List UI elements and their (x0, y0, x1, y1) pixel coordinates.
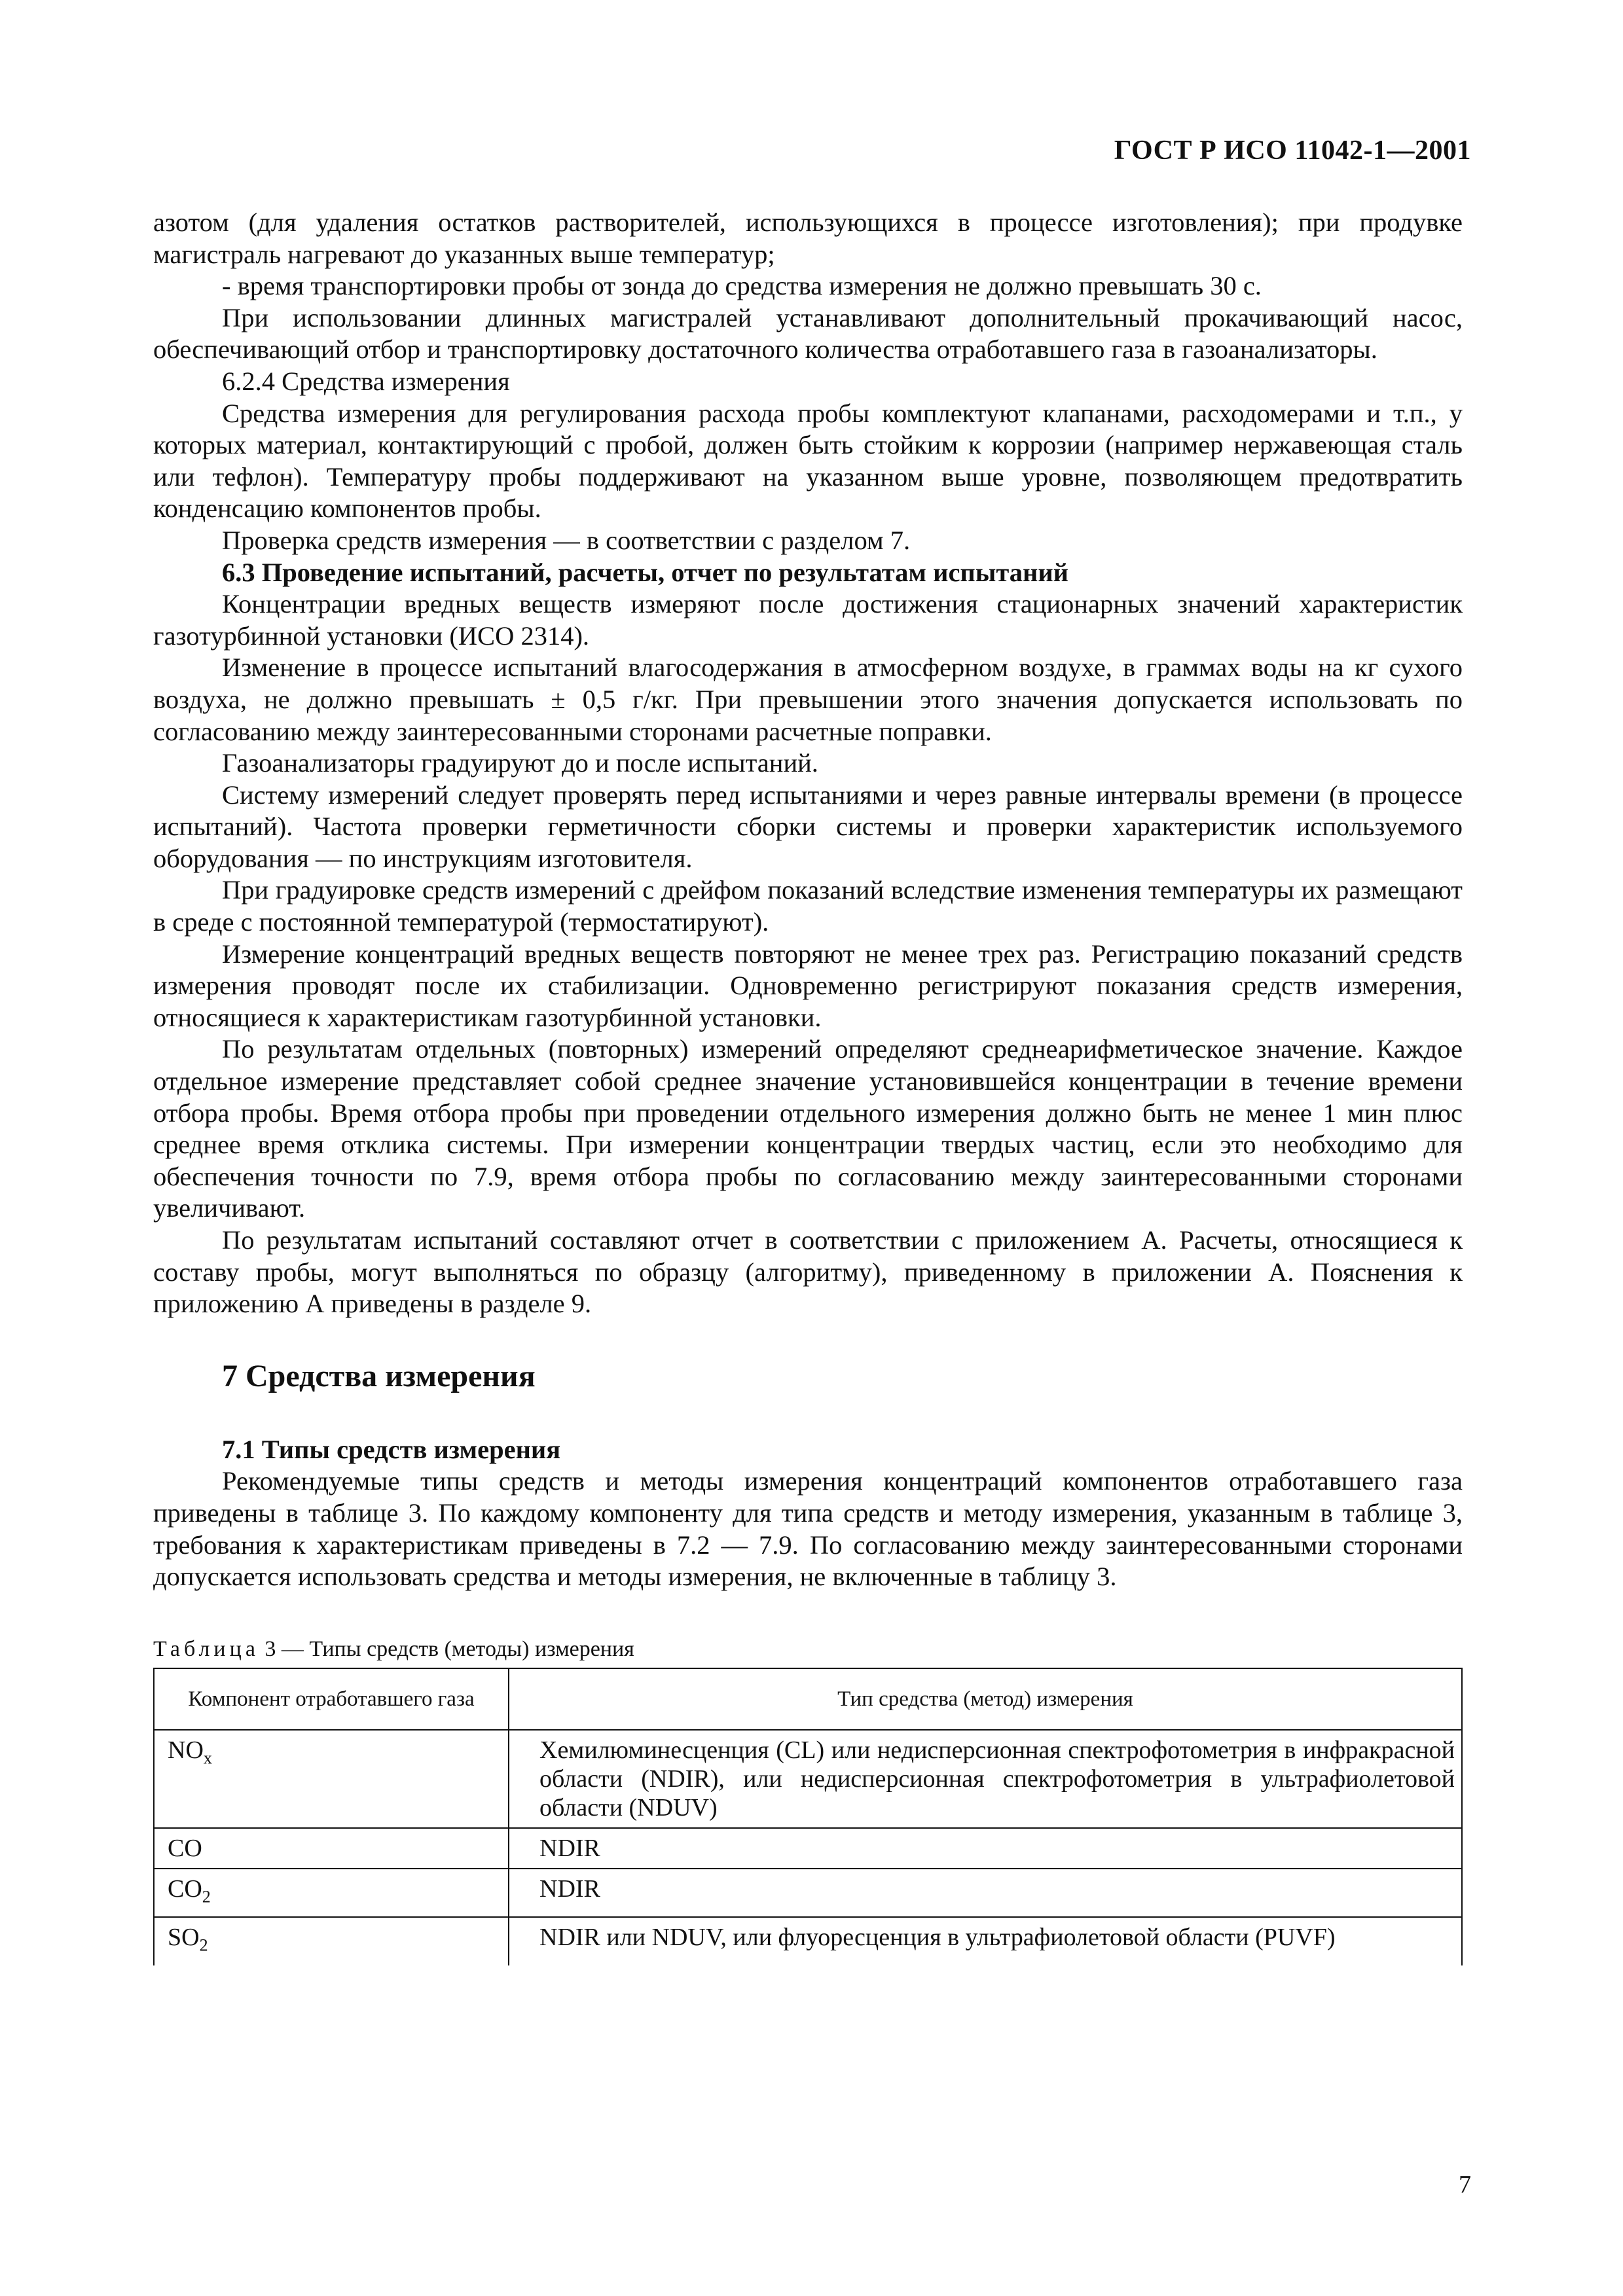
method-cell: NDIR (509, 1869, 1462, 1918)
chapter-heading: 7 Средства измерения (222, 1358, 536, 1393)
paragraph: Газоанализаторы градуируют до и после испытаний. (222, 748, 818, 778)
paragraph: Рекомендуемые типы средств и методы измерения концентраций компонентов отработавшего газа приведены в таблице 3. По каждому компоненту для типа средств и методу измерения, указанным в таблице 3, требования к характеристикам приведены в 7.2 — 7.9. По согласованию между заинтересованными сторонами допускается использовать средства и методы измерения, не включенные в таблицу 3. (153, 1466, 1463, 1592)
method-cell: NDIR или NDUV, или флуоресценция в ультрафиолетовой области (PUVF) (509, 1917, 1462, 1965)
component-subscript: 2 (202, 1887, 211, 1907)
table-row (154, 1730, 1462, 1828)
column-header-method: Тип средства (метод) измерения (509, 1668, 1462, 1730)
table-header-row (154, 1668, 1462, 1730)
paragraph: - время транспортировки пробы от зонда до средства измерения не должно превышать 30 с. (222, 271, 1262, 301)
table-row (154, 1869, 1462, 1918)
table-caption-text: 3 — Типы средств (методы) измерения (264, 1636, 634, 1661)
component-subscript: x (203, 1748, 212, 1768)
document-body (153, 207, 1463, 1965)
component-formula: CO (168, 1834, 202, 1862)
method-cell: NDIR (509, 1828, 1462, 1869)
measurement-methods-table (153, 1668, 1463, 1965)
paragraph: По результатам отдельных (повторных) измерений определяют среднеарифметическое значение. Каждое отдельное измерение представляет собой среднее значение установившейся концентрации в течение времени отбора пробы. Время отбора пробы при проведении отдельного измерения должно быть не менее 1 мин плюс среднее время отклика системы. При измерении концентрации твердых частиц, если это необходимо для обеспечения точности по 7.9, время отбора пробы по согласованию между заинтересованными сторонами увеличивают. (153, 1034, 1463, 1223)
section-heading: 7.1 Типы средств измерения (222, 1434, 561, 1464)
table-caption-label: Таблица (153, 1636, 259, 1661)
paragraph: Измерение концентраций вредных веществ повторяют не менее трех раз. Регистрацию показаний средств измерения проводят после их стабилизации. Одновременно регистрируют показания средств измерения, относящиеся к характеристикам газотурбинной установки. (153, 939, 1463, 1032)
paragraph: Средства измерения для регулирования расхода пробы комплектуют клапанами, расходомерами и т.п., у которых материал, контактирующий с пробой, должен быть стойким к коррозии (например нержавеющая сталь или тефлон). Температуру пробы поддерживают на указанном выше уровне, позволяющем предотвратить конденсацию компонентов пробы. (153, 398, 1463, 524)
section-heading: 6.3 Проведение испытаний, расчеты, отчет по результатам испытаний (222, 557, 1069, 587)
paragraph: При использовании длинных магистралей устанавливают дополнительный прокачивающий насос, обеспечивающий отбор и транспортировку достаточного количества отработавшего газа в газоанализаторы. (153, 302, 1463, 365)
table-row (154, 1917, 1462, 1965)
paragraph: азотом (для удаления остатков растворителей, использующихся в процессе изготовления); при продувке магистраль нагревают до указанных выше температур; (153, 207, 1463, 269)
table-caption (153, 1636, 1463, 1662)
table-row (154, 1828, 1462, 1869)
component-cell (154, 1828, 509, 1869)
paragraph: Изменение в процессе испытаний влагосодержания в атмосферном воздухе, в граммах воды на кг сухого воздуха, не должно превышать ± 0,5 г/кг. При превышении этого значения допускается использовать по согласованию между заинтересованными сторонами расчетные поправки. (153, 653, 1463, 746)
component-formula: SO (168, 1924, 200, 1952)
component-subscript: 2 (199, 1935, 208, 1955)
paragraph: При градуировке средств измерений с дрейфом показаний вследствие изменения температуры их размещают в среде с постоянной температурой (термостатируют). (153, 875, 1463, 937)
paragraph: Проверка средств измерения — в соответствии с разделом 7. (222, 525, 911, 555)
component-formula: CO (168, 1874, 202, 1903)
component-formula: NO (168, 1736, 204, 1764)
component-cell (154, 1917, 509, 1965)
subsection-heading: 6.2.4 Средства измерения (222, 366, 510, 396)
method-cell: Хемилюминесценция (CL) или недисперсионная спектрофотометрия в инфракрасной области (NDIR), или недисперсионная спектрофотометрия в ультрафиолетовой области (NDUV) (509, 1730, 1462, 1828)
column-header-component: Компонент отработавшего газа (154, 1668, 509, 1730)
document-header-id: ГОСТ Р ИСО 11042-1—2001 (1114, 135, 1471, 166)
paragraph: Концентрации вредных веществ измеряют после достижения стационарных значений характеристик газотурбинной установки (ИСО 2314). (153, 589, 1463, 651)
page-number: 7 (1459, 2171, 1471, 2198)
component-cell (154, 1730, 509, 1828)
component-cell (154, 1869, 509, 1918)
paragraph: Систему измерений следует проверять перед испытаниями и через равные интервалы времени (в процессе испытаний). Частота проверки герметичности сборки системы и проверки характеристик используемого оборудования — по инструкциям изготовителя. (153, 780, 1463, 873)
paragraph: По результатам испытаний составляют отчет в соответствии с приложением А. Расчеты, относящиеся к составу пробы, могут выполняться по образцу (алгоритму), приведенному в приложении А. Пояснения к приложению А приведены в разделе 9. (153, 1225, 1463, 1319)
